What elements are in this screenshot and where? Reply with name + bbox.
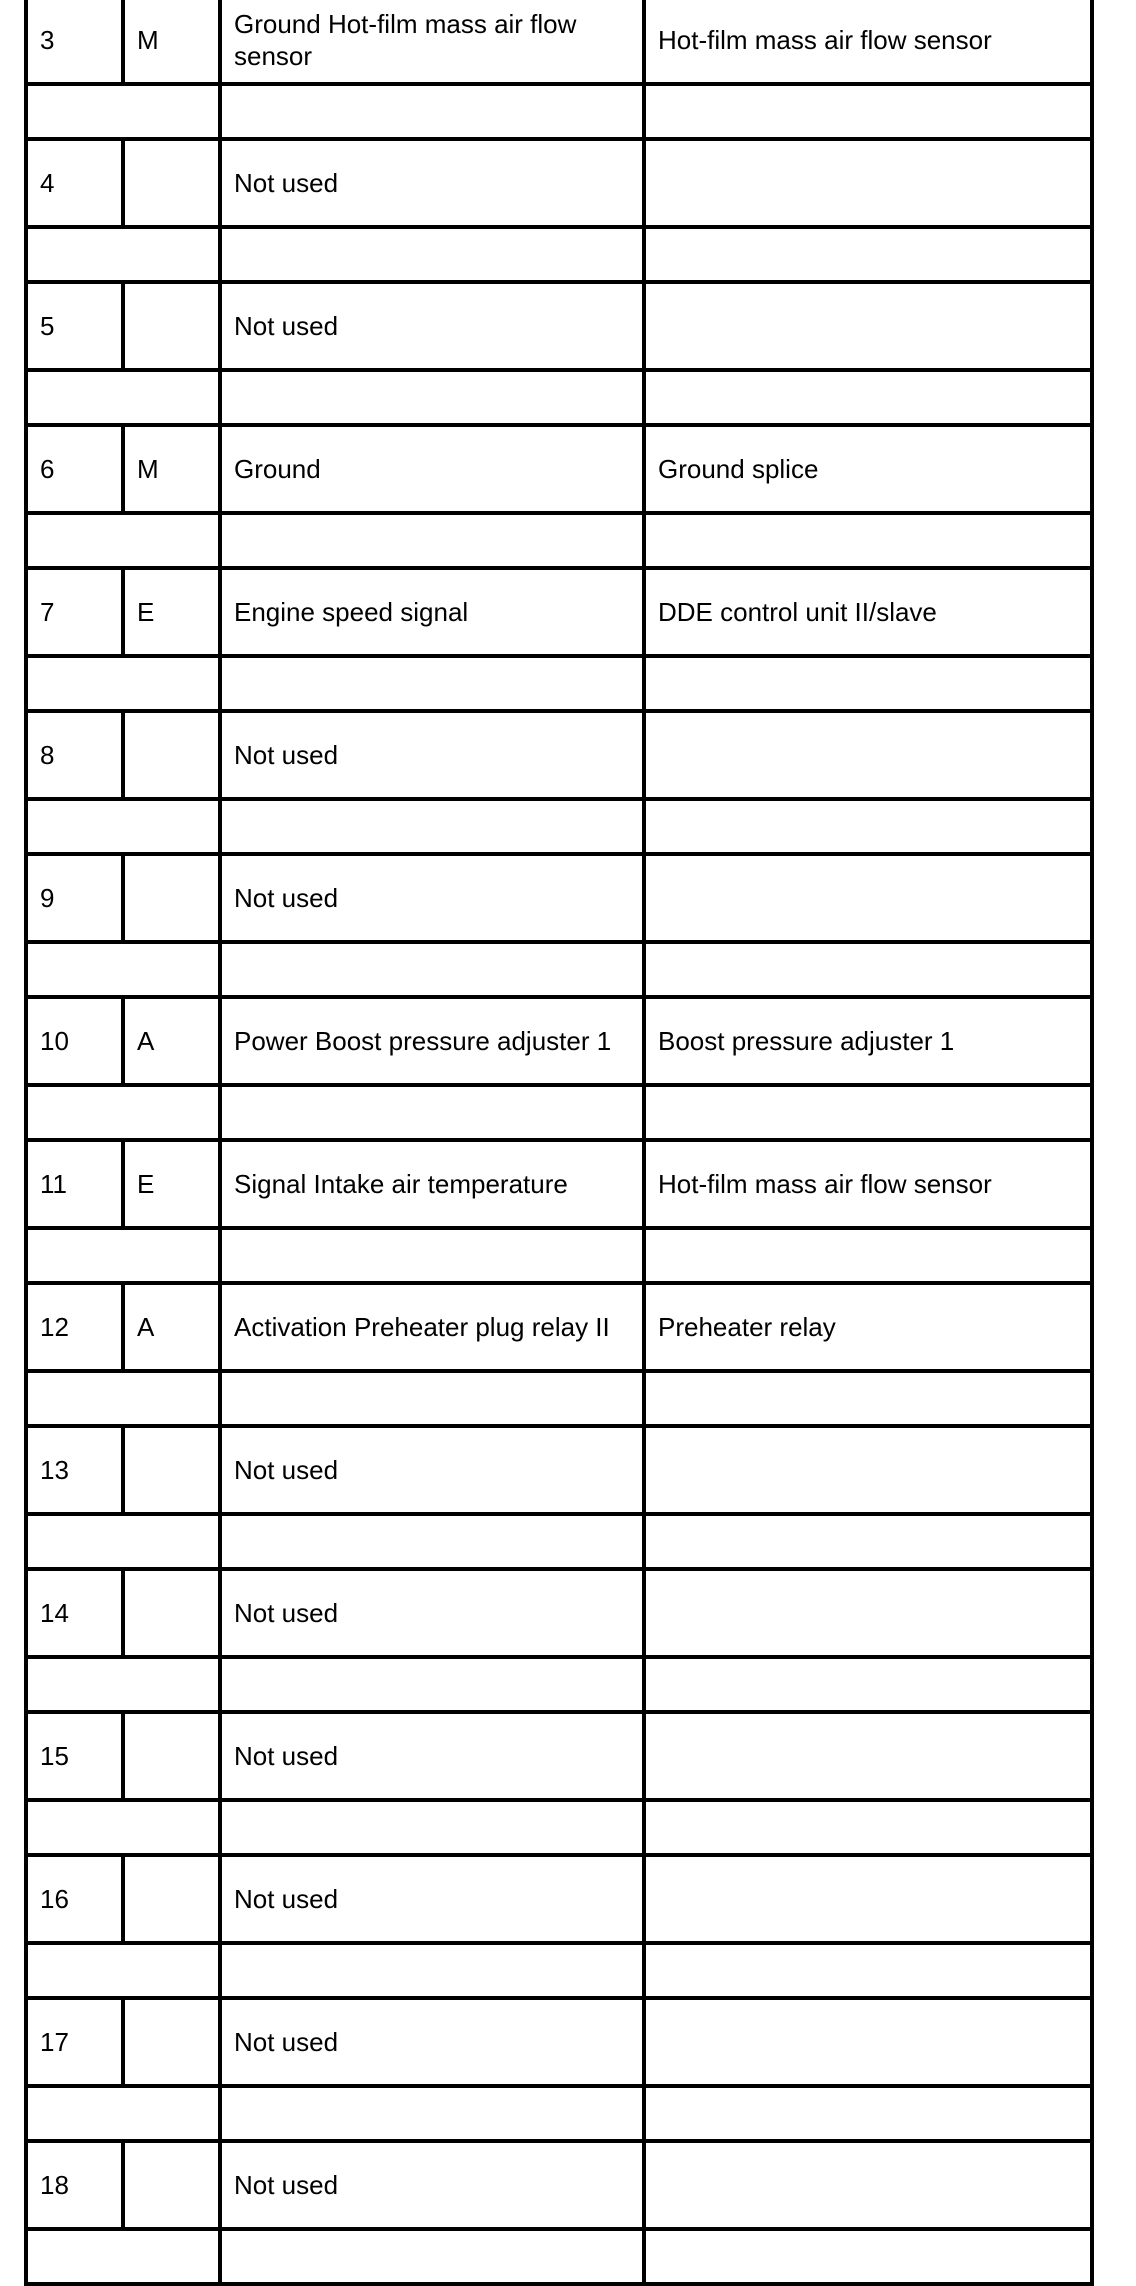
connection-cell xyxy=(644,1712,1092,1800)
table-row xyxy=(26,997,1092,1085)
spacer-cell xyxy=(220,656,644,711)
signal-type-cell xyxy=(123,1569,220,1657)
connection-cell xyxy=(644,1855,1092,1943)
signal-type-cell xyxy=(123,1712,220,1800)
pin-number-cell: 8 xyxy=(26,711,123,799)
spacer-cell xyxy=(220,1371,644,1426)
pin-number-cell: 7 xyxy=(26,568,123,656)
spacer-cell xyxy=(220,2086,644,2141)
spacer-cell xyxy=(644,513,1092,568)
spacer-row xyxy=(26,1514,1092,1569)
spacer-cell xyxy=(644,799,1092,854)
table-row xyxy=(26,2141,1092,2229)
pin-number-cell: 15 xyxy=(26,1712,123,1800)
pin-number-cell: 4 xyxy=(26,139,123,227)
spacer-row xyxy=(26,1371,1092,1426)
spacer-cell xyxy=(26,2229,220,2284)
spacer-cell xyxy=(644,227,1092,282)
connection-cell xyxy=(644,2141,1092,2229)
spacer-cell xyxy=(220,2229,644,2284)
spacer-row xyxy=(26,513,1092,568)
spacer-row xyxy=(26,1657,1092,1712)
description-cell: Not used xyxy=(220,1426,644,1514)
signal-type-cell: M xyxy=(123,425,220,513)
spacer-cell xyxy=(220,1085,644,1140)
spacer-cell xyxy=(26,227,220,282)
spacer-row xyxy=(26,370,1092,425)
spacer-cell xyxy=(644,2229,1092,2284)
connection-cell xyxy=(644,854,1092,942)
spacer-cell xyxy=(644,370,1092,425)
spacer-cell xyxy=(644,656,1092,711)
table-row xyxy=(26,711,1092,799)
spacer-cell xyxy=(26,799,220,854)
pin-number-cell: 9 xyxy=(26,854,123,942)
spacer-row xyxy=(26,942,1092,997)
table-row xyxy=(26,1140,1092,1228)
spacer-cell xyxy=(26,942,220,997)
spacer-cell xyxy=(644,2086,1092,2141)
spacer-cell xyxy=(26,1800,220,1855)
signal-type-cell xyxy=(123,1998,220,2086)
description-cell: Activation Preheater plug relay II xyxy=(220,1283,644,1371)
spacer-row xyxy=(26,84,1092,139)
spacer-cell xyxy=(26,370,220,425)
spacer-cell xyxy=(26,1371,220,1426)
pin-number-cell: 10 xyxy=(26,997,123,1085)
description-cell: Not used xyxy=(220,282,644,370)
connection-cell: Preheater relay xyxy=(644,1283,1092,1371)
description-cell: Engine speed signal xyxy=(220,568,644,656)
spacer-cell xyxy=(26,1514,220,1569)
description-cell: Not used xyxy=(220,1855,644,1943)
table-row xyxy=(26,568,1092,656)
spacer-cell xyxy=(644,1943,1092,1998)
spacer-cell xyxy=(220,1657,644,1712)
connection-cell xyxy=(644,282,1092,370)
signal-type-cell xyxy=(123,1426,220,1514)
pin-number-cell: 3 xyxy=(26,0,123,84)
spacer-cell xyxy=(220,1800,644,1855)
description-cell: Not used xyxy=(220,1712,644,1800)
spacer-cell xyxy=(644,1657,1092,1712)
spacer-cell xyxy=(220,1943,644,1998)
spacer-cell xyxy=(220,370,644,425)
spacer-cell xyxy=(26,1085,220,1140)
spacer-cell xyxy=(26,1228,220,1283)
spacer-cell xyxy=(26,1657,220,1712)
pin-number-cell: 5 xyxy=(26,282,123,370)
spacer-cell xyxy=(644,1371,1092,1426)
pin-number-cell: 14 xyxy=(26,1569,123,1657)
spacer-cell xyxy=(644,1085,1092,1140)
spacer-cell xyxy=(26,2086,220,2141)
table-row xyxy=(26,854,1092,942)
description-cell: Not used xyxy=(220,139,644,227)
spacer-cell xyxy=(26,656,220,711)
description-cell: Not used xyxy=(220,2141,644,2229)
spacer-cell xyxy=(220,1514,644,1569)
table-row xyxy=(26,1426,1092,1514)
spacer-cell xyxy=(220,84,644,139)
spacer-cell xyxy=(26,1943,220,1998)
spacer-row xyxy=(26,1800,1092,1855)
spacer-row xyxy=(26,1228,1092,1283)
table-row xyxy=(26,1712,1092,1800)
table-row xyxy=(26,1998,1092,2086)
pin-number-cell: 11 xyxy=(26,1140,123,1228)
signal-type-cell xyxy=(123,711,220,799)
table-row xyxy=(26,139,1092,227)
signal-type-cell: A xyxy=(123,1283,220,1371)
spacer-cell xyxy=(26,513,220,568)
spacer-cell xyxy=(220,513,644,568)
signal-type-cell xyxy=(123,854,220,942)
signal-type-cell: M xyxy=(123,0,220,84)
connection-cell: DDE control unit II/slave xyxy=(644,568,1092,656)
spacer-cell xyxy=(220,227,644,282)
spacer-row xyxy=(26,799,1092,854)
spacer-row xyxy=(26,656,1092,711)
signal-type-cell xyxy=(123,139,220,227)
spacer-row xyxy=(26,1085,1092,1140)
spacer-cell xyxy=(220,942,644,997)
connection-cell xyxy=(644,139,1092,227)
signal-type-cell xyxy=(123,282,220,370)
spacer-row xyxy=(26,227,1092,282)
spacer-cell xyxy=(220,1228,644,1283)
pin-number-cell: 18 xyxy=(26,2141,123,2229)
connection-cell xyxy=(644,1998,1092,2086)
pin-number-cell: 12 xyxy=(26,1283,123,1371)
connection-cell: Ground splice xyxy=(644,425,1092,513)
description-cell: Not used xyxy=(220,1569,644,1657)
spacer-row xyxy=(26,1943,1092,1998)
connection-cell: Hot-film mass air flow sensor xyxy=(644,1140,1092,1228)
description-cell: Power Boost pressure adjuster 1 xyxy=(220,997,644,1085)
spacer-cell xyxy=(644,84,1092,139)
connection-cell: Boost pressure adjuster 1 xyxy=(644,997,1092,1085)
pin-number-cell: 16 xyxy=(26,1855,123,1943)
description-cell: Not used xyxy=(220,1998,644,2086)
connection-cell xyxy=(644,711,1092,799)
signal-type-cell: A xyxy=(123,997,220,1085)
pin-assignment-table xyxy=(24,0,1094,2286)
pin-number-cell: 17 xyxy=(26,1998,123,2086)
signal-type-cell xyxy=(123,2141,220,2229)
connection-cell xyxy=(644,1426,1092,1514)
spacer-cell xyxy=(220,799,644,854)
spacer-cell xyxy=(644,942,1092,997)
table-row xyxy=(26,1283,1092,1371)
spacer-cell xyxy=(26,84,220,139)
description-cell: Not used xyxy=(220,854,644,942)
table-row xyxy=(26,0,1092,84)
connection-cell xyxy=(644,1569,1092,1657)
spacer-cell xyxy=(644,1228,1092,1283)
table-row xyxy=(26,425,1092,513)
spacer-cell xyxy=(644,1800,1092,1855)
connection-cell: Hot-film mass air flow sensor xyxy=(644,0,1092,84)
description-cell: Not used xyxy=(220,711,644,799)
signal-type-cell: E xyxy=(123,568,220,656)
spacer-cell xyxy=(644,1514,1092,1569)
signal-type-cell: E xyxy=(123,1140,220,1228)
table-row xyxy=(26,1855,1092,1943)
signal-type-cell xyxy=(123,1855,220,1943)
pin-number-cell: 13 xyxy=(26,1426,123,1514)
spacer-row xyxy=(26,2229,1092,2284)
table-row xyxy=(26,282,1092,370)
pin-number-cell: 6 xyxy=(26,425,123,513)
description-cell: Signal Intake air temperature xyxy=(220,1140,644,1228)
description-cell: Ground xyxy=(220,425,644,513)
spacer-row xyxy=(26,2086,1092,2141)
table-row xyxy=(26,1569,1092,1657)
description-cell: Ground Hot-film mass air flow sensor xyxy=(220,0,644,84)
